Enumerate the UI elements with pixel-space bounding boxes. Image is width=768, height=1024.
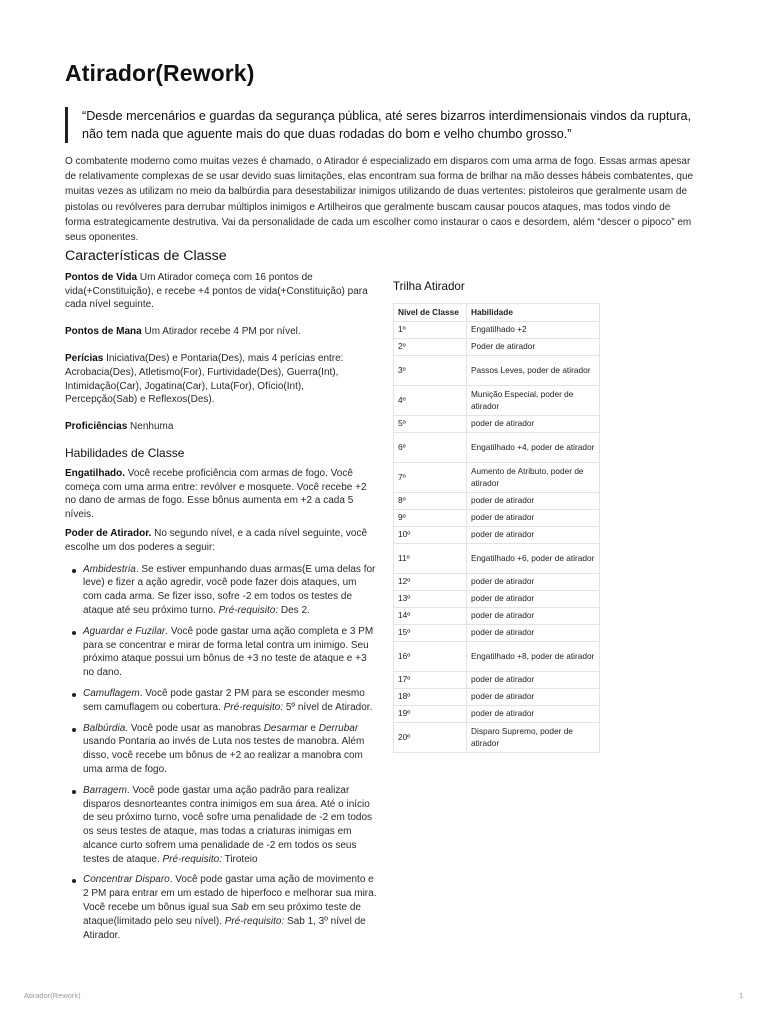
list-item-aguardar-fuzilar — [83, 625, 377, 680]
ability-cell: poder de atirador — [467, 608, 600, 625]
ability-cell: poder de atirador — [467, 689, 600, 706]
table-row — [394, 339, 600, 356]
ability-cell: poder de atirador — [467, 416, 600, 433]
level-cell: 1º — [394, 322, 467, 339]
level-cell: 19º — [394, 706, 467, 723]
list-item-concentrar-disparo — [83, 873, 377, 942]
table-row — [394, 433, 600, 463]
ability-cell: poder de atirador — [467, 574, 600, 591]
ability-cell: poder de atirador — [467, 672, 600, 689]
level-cell: 5º — [394, 416, 467, 433]
table-row — [394, 322, 600, 339]
ability-cell: poder de atirador — [467, 625, 600, 642]
table-header-row — [394, 304, 600, 322]
column-header-level: Nível de Classe — [394, 304, 467, 322]
proficiencies-paragraph — [65, 420, 377, 434]
trail-table — [393, 303, 600, 753]
ability-cell: Aumento de Atributo, poder de atirador — [467, 463, 600, 493]
table-row — [394, 527, 600, 544]
table-row — [394, 689, 600, 706]
level-cell: 8º — [394, 493, 467, 510]
prerequisite-value: 5º nível de Atirador. — [283, 701, 373, 713]
table-row — [394, 386, 600, 416]
engatilhado-text: Você recebe proficiência com armas de fogo. Você começa com uma arma entre: revólver e mosquete. Você recebe +2 no dano de armas de fogo. Esse bônus aumenta em +2 a cada 5 níveis. — [65, 467, 367, 521]
page-title: Atirador(Rework) — [65, 60, 255, 86]
ability-cell: Engatilhado +8, poder de atirador — [467, 642, 600, 672]
poder-atirador-label: Poder de Atirador. — [65, 527, 152, 539]
ability-cell: poder de atirador — [467, 706, 600, 723]
power-text: em seu próximo teste de ataque(limitado pelo seu nível). — [83, 902, 361, 927]
level-cell: 20º — [394, 723, 467, 753]
list-item-barragem — [83, 784, 377, 867]
power-text: . Se estiver empunhando duas armas(E uma delas for leve) e fizer a ação agredir, você pode fazer dois ataques, um com cada arma. Se fizer isso, sofre -2 em todos os testes de ataque até seu próximo turno. — [83, 563, 376, 616]
class-characteristics-heading: Características de Classe — [65, 248, 227, 264]
prerequisite-value: Des 2. — [278, 604, 310, 616]
mana-points-paragraph — [65, 325, 377, 339]
level-cell: 14º — [394, 608, 467, 625]
powers-list — [65, 563, 377, 943]
ability-cell: poder de atirador — [467, 591, 600, 608]
level-cell: 15º — [394, 625, 467, 642]
column-header-ability: Habilidade — [467, 304, 600, 322]
ability-cell: Munição Especial, poder de atirador — [467, 386, 600, 416]
power-text: . Você pode usar as manobras — [125, 722, 264, 734]
power-text: . Você pode gastar 2 PM para se esconder mesmo sem camuflagem ou cobertura. — [83, 687, 365, 713]
ability-cell: Engatilhado +2 — [467, 322, 600, 339]
table-row — [394, 510, 600, 527]
ability-cell: Disparo Supremo, poder de atirador — [467, 723, 600, 753]
table-row — [394, 356, 600, 386]
level-cell: 7º — [394, 463, 467, 493]
table-row — [394, 723, 600, 753]
ability-cell: Engatilhado +4, poder de atirador — [467, 433, 600, 463]
trail-heading: Trilha Atirador — [393, 280, 465, 293]
power-name: Concentrar Disparo — [83, 874, 170, 886]
prof-label: Proficiências — [65, 421, 128, 433]
attribute-name: Sab — [230, 902, 249, 914]
hp-label: Pontos de Vida — [65, 271, 138, 283]
trail-section — [393, 280, 601, 753]
table-row — [394, 672, 600, 689]
list-item-ambidestria — [83, 563, 377, 618]
ability-cell: poder de atirador — [467, 493, 600, 510]
level-cell: 18º — [394, 689, 467, 706]
skills-paragraph — [65, 352, 377, 407]
power-text: . Você pode gastar uma ação de movimento e 2 PM para entrar em um estado de hiperfoco e melhorar sua mira. Você recebe um bônus igual sua — [83, 874, 377, 914]
table-row — [394, 416, 600, 433]
level-cell: 16º — [394, 642, 467, 672]
power-name: Camuflagem — [83, 687, 140, 699]
table-row — [394, 706, 600, 723]
level-cell: 10º — [394, 527, 467, 544]
prerequisite-value: Sab 1, 3º nível de Atirador. — [83, 915, 366, 941]
level-cell: 17º — [394, 672, 467, 689]
hit-points-paragraph — [65, 271, 377, 312]
prerequisite-label: Pré-requisito: — [162, 853, 222, 865]
intro-paragraph: O combatente moderno como muitas vezes é chamado, o Atirador é especializado em disparos com uma arma de fogo. Essas armas apesar de relativamente complexas de se usar devido suas limitações, elas encontram sua forma de brilhar na mão desses hábeis combatentes, que muitas vezes as utilizam no meio da balbúrdia para desestabilizar inimigos utilizando de duas vertentes: pistoleiros que geralmente usam de pistolas ou revólveres para derrubar múltiplos inimigos e Artilheiros que geralmente buscam causar poucos ataques, mas todos vindo de forma estrategicamente destrutiva. Vai da personalidade de cada um escolher como instaurar o caos e desordem, além “descer o pipoco” em seus oponentes. — [65, 156, 694, 244]
mp-label: Pontos de Mana — [65, 326, 142, 338]
skills-label: Perícias — [65, 352, 104, 364]
level-cell: 9º — [394, 510, 467, 527]
maneuver-name: Derrubar — [318, 722, 359, 734]
ability-cell: Engatilhado +6, poder de atirador — [467, 544, 600, 574]
level-cell: 4º — [394, 386, 467, 416]
power-name: Aguardar e Fuzilar — [83, 625, 166, 637]
maneuver-name: Desarmar — [263, 722, 308, 734]
mp-text: Um Atirador recebe 4 PM por nível. — [141, 326, 301, 338]
ability-cell: poder de atirador — [467, 527, 600, 544]
power-name: Balbúrdia — [83, 722, 126, 734]
engatilhado-label: Engatilhado. — [65, 467, 125, 479]
prerequisite-label: Pré-requisito: — [218, 604, 279, 616]
list-item-balburdia — [83, 722, 377, 777]
table-row — [394, 642, 600, 672]
engatilhado-paragraph — [65, 467, 377, 522]
power-text: usando Pontaria ao invés de Luta nos testes de manobra. Além disso, você recebe um bônus de +2 ao realizar a manobra com uma arma de fogo. — [83, 736, 365, 775]
level-cell: 3º — [394, 356, 467, 386]
table-row — [394, 544, 600, 574]
power-name: Ambidestria — [83, 563, 136, 575]
prerequisite-label: Pré-requisito: — [223, 701, 284, 713]
power-name: Barragem — [83, 784, 127, 796]
list-item-camuflagem — [83, 687, 377, 715]
ability-cell: poder de atirador — [467, 510, 600, 527]
poder-atirador-text: No segundo nível, e a cada nível seguinte, você escolhe um dos poderes a seguir: — [65, 527, 368, 553]
left-column — [65, 250, 377, 949]
power-text: e — [307, 722, 319, 734]
prerequisite-value: Tiroteio — [221, 853, 258, 865]
hp-text: Um Atirador começa com 16 pontos de vida(+Constituição), e recebe +4 pontos de vida(+Constituição) para cada nível seguinte. — [65, 271, 368, 311]
level-cell: 2º — [394, 339, 467, 356]
ability-cell: Poder de atirador — [467, 339, 600, 356]
level-cell: 11º — [394, 544, 467, 574]
table-row — [394, 608, 600, 625]
class-abilities-heading: Habilidades de Classe — [65, 445, 185, 460]
footer-page-number: 1 — [739, 991, 744, 1000]
intro-quote: “Desde mercenários e guardas da segurança pública, até seres bizarros interdimensionais vindos da ruptura, não tem nada que aguente mais do que duas rodadas do bom e velho chumbo grosso.” — [65, 107, 712, 143]
table-row — [394, 574, 600, 591]
table-row — [394, 463, 600, 493]
footer-document-name: Atirador(Rework) — [24, 991, 81, 1000]
prerequisite-label: Pré-requisito: — [224, 915, 285, 927]
poder-atirador-paragraph — [65, 527, 377, 555]
ability-cell: Passos Leves, poder de atirador — [467, 356, 600, 386]
skills-text: Iniciativa(Des) e Pontaria(Des), mais 4 perícias entre: Acrobacia(Des), Atletismo(For), Furtividade(Des), Guerra(Int), Intimidação(Car), Jogatina(Car), Luta(For), Ofício(Int), Percepção(Sab) e Reflexos(Des). — [65, 352, 344, 406]
level-cell: 13º — [394, 591, 467, 608]
table-row — [394, 493, 600, 510]
level-cell: 12º — [394, 574, 467, 591]
power-text: . Você pode gastar uma ação completa e 3 PM para se concentrar e mirar de forma letal contra um inimigo. Seu próximo ataque possui um bônus de +3 no teste de ataque e +3 no dano. — [83, 625, 374, 679]
level-cell: 6º — [394, 433, 467, 463]
table-row — [394, 625, 600, 642]
prof-text: Nenhuma — [127, 421, 174, 433]
table-row — [394, 591, 600, 608]
power-text: . Você pode gastar uma ação padrão para realizar disparos desnorteantes contra inimigos em sua área. Até o início de seu próximo turno, você sofre uma penalidade de -2 em todos os seus testes de ataque, mas todas a criaturas inimigas em alcance curto sofrem uma penalidade de -2 em todos os seus testes de ataque. — [83, 784, 373, 865]
